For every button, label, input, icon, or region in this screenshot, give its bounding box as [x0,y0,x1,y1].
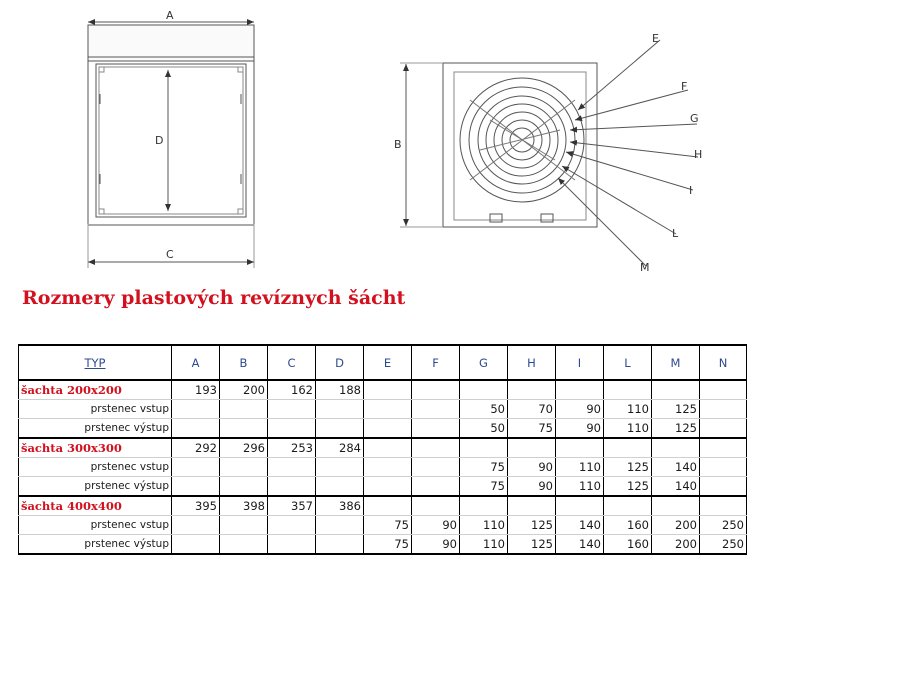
table-cell [412,380,460,400]
table-cell [316,458,364,477]
table-cell: 110 [556,477,604,497]
table-cell: 193 [172,380,220,400]
table-cell [412,400,460,419]
table-cell: 125 [652,400,700,419]
shaft-top-view [88,22,254,268]
label-f: F [681,80,688,93]
table-cell [172,400,220,419]
table-cell [700,419,747,439]
table-cell: 125 [604,458,652,477]
label-a: A [166,9,174,22]
table-cell [172,458,220,477]
header-e: E [364,345,412,380]
header-n: N [700,345,747,380]
table-cell: 90 [508,477,556,497]
table-cell [268,535,316,555]
table-body [19,380,747,554]
table-cell [364,380,412,400]
group-row [19,496,747,516]
group-name: šachta 300x300 [19,438,172,458]
table-cell: 395 [172,496,220,516]
table-cell [652,380,700,400]
table-header-row [19,345,747,380]
table-cell [652,496,700,516]
table-cell: 75 [460,458,508,477]
table-cell [172,516,220,535]
table-cell: 75 [460,477,508,497]
row-label: prstenec vstup [19,400,172,419]
header-l: L [604,345,652,380]
table-cell [364,419,412,439]
table-cell [316,400,364,419]
table-cell [460,380,508,400]
table-cell [316,477,364,497]
label-g: G [690,112,699,125]
table-cell [700,458,747,477]
table-cell [172,419,220,439]
table-cell [604,380,652,400]
table-cell [460,496,508,516]
table-cell: 90 [556,400,604,419]
table-cell [556,496,604,516]
header-m: M [652,345,700,380]
header-d: D [316,345,364,380]
table-cell: 110 [604,400,652,419]
table-cell [412,496,460,516]
table-cell: 75 [364,516,412,535]
group-name: šachta 200x200 [19,380,172,400]
table-cell [220,516,268,535]
table-cell [412,438,460,458]
table-cell [316,419,364,439]
table-cell [700,496,747,516]
table-cell: 162 [268,380,316,400]
table-cell [508,438,556,458]
table-cell: 140 [652,477,700,497]
table-cell [172,477,220,497]
table-cell [412,419,460,439]
table-cell [604,496,652,516]
table-cell: 90 [412,516,460,535]
table-cell: 292 [172,438,220,458]
group-row [19,438,747,458]
table-cell: 140 [652,458,700,477]
table-row [19,516,747,535]
label-m: M [640,261,650,274]
header-f: F [412,345,460,380]
label-e: E [652,32,659,45]
label-i: I [689,184,693,197]
table-row [19,535,747,555]
table-cell: 50 [460,419,508,439]
dimensions-table [18,344,747,555]
technical-drawing [0,0,900,285]
table-cell: 75 [508,419,556,439]
table-cell [412,477,460,497]
table-cell: 125 [604,477,652,497]
label-b: B [394,138,402,151]
table-cell: 250 [700,535,747,555]
header-b: B [220,345,268,380]
table-cell [220,400,268,419]
header-a: A [172,345,220,380]
table-row [19,419,747,439]
row-label: prstenec výstup [19,419,172,439]
table-cell: 110 [556,458,604,477]
table-cell [700,477,747,497]
table-cell: 125 [652,419,700,439]
table-row [19,458,747,477]
table-cell: 140 [556,535,604,555]
table-cell [268,400,316,419]
header-g: G [460,345,508,380]
table-cell [412,458,460,477]
header-typ: TYP [19,345,172,380]
table-cell [652,438,700,458]
table-cell: 110 [604,419,652,439]
table-cell [172,535,220,555]
table-cell: 200 [220,380,268,400]
table-cell [268,477,316,497]
group-row [19,380,747,400]
table-cell: 90 [508,458,556,477]
table-cell: 284 [316,438,364,458]
table-cell [268,458,316,477]
table-cell [700,400,747,419]
table-cell [700,438,747,458]
table-cell: 75 [364,535,412,555]
table-cell [460,438,508,458]
table-cell [220,477,268,497]
table-cell [220,535,268,555]
table-cell: 110 [460,535,508,555]
table-cell: 125 [508,516,556,535]
table-cell: 90 [556,419,604,439]
table-cell: 90 [412,535,460,555]
table-cell [364,458,412,477]
table-cell: 50 [460,400,508,419]
table-cell: 398 [220,496,268,516]
label-d: D [155,134,164,147]
group-name: šachta 400x400 [19,496,172,516]
row-label: prstenec vstup [19,458,172,477]
header-i: I [556,345,604,380]
row-label: prstenec výstup [19,535,172,555]
table-cell: 160 [604,516,652,535]
table-cell: 125 [508,535,556,555]
table-cell [364,496,412,516]
table-cell [508,380,556,400]
label-h: H [694,148,703,161]
page-title: Rozmery plastových revíznych šácht [22,287,406,309]
row-label: prstenec výstup [19,477,172,497]
table-cell [556,380,604,400]
table-cell: 160 [604,535,652,555]
table-cell [220,419,268,439]
table-cell: 188 [316,380,364,400]
table-cell: 110 [460,516,508,535]
table-cell: 200 [652,535,700,555]
row-label: prstenec vstup [19,516,172,535]
shaft-ring-view [400,40,698,266]
label-c: C [166,248,174,261]
table-row [19,477,747,497]
table-cell [268,516,316,535]
table-row [19,400,747,419]
table-cell: 140 [556,516,604,535]
table-cell: 357 [268,496,316,516]
table-cell: 250 [700,516,747,535]
table-cell [364,438,412,458]
table-cell: 296 [220,438,268,458]
table-cell [364,400,412,419]
header-c: C [268,345,316,380]
table-cell [556,438,604,458]
table-cell [268,419,316,439]
table-cell: 70 [508,400,556,419]
table-cell [316,516,364,535]
table-cell [700,380,747,400]
table-cell [364,477,412,497]
table-cell [508,496,556,516]
table-cell: 386 [316,496,364,516]
table-cell: 200 [652,516,700,535]
label-l: L [672,227,679,240]
table-cell: 253 [268,438,316,458]
table-cell [220,458,268,477]
table-cell [604,438,652,458]
header-h: H [508,345,556,380]
table-cell [316,535,364,555]
